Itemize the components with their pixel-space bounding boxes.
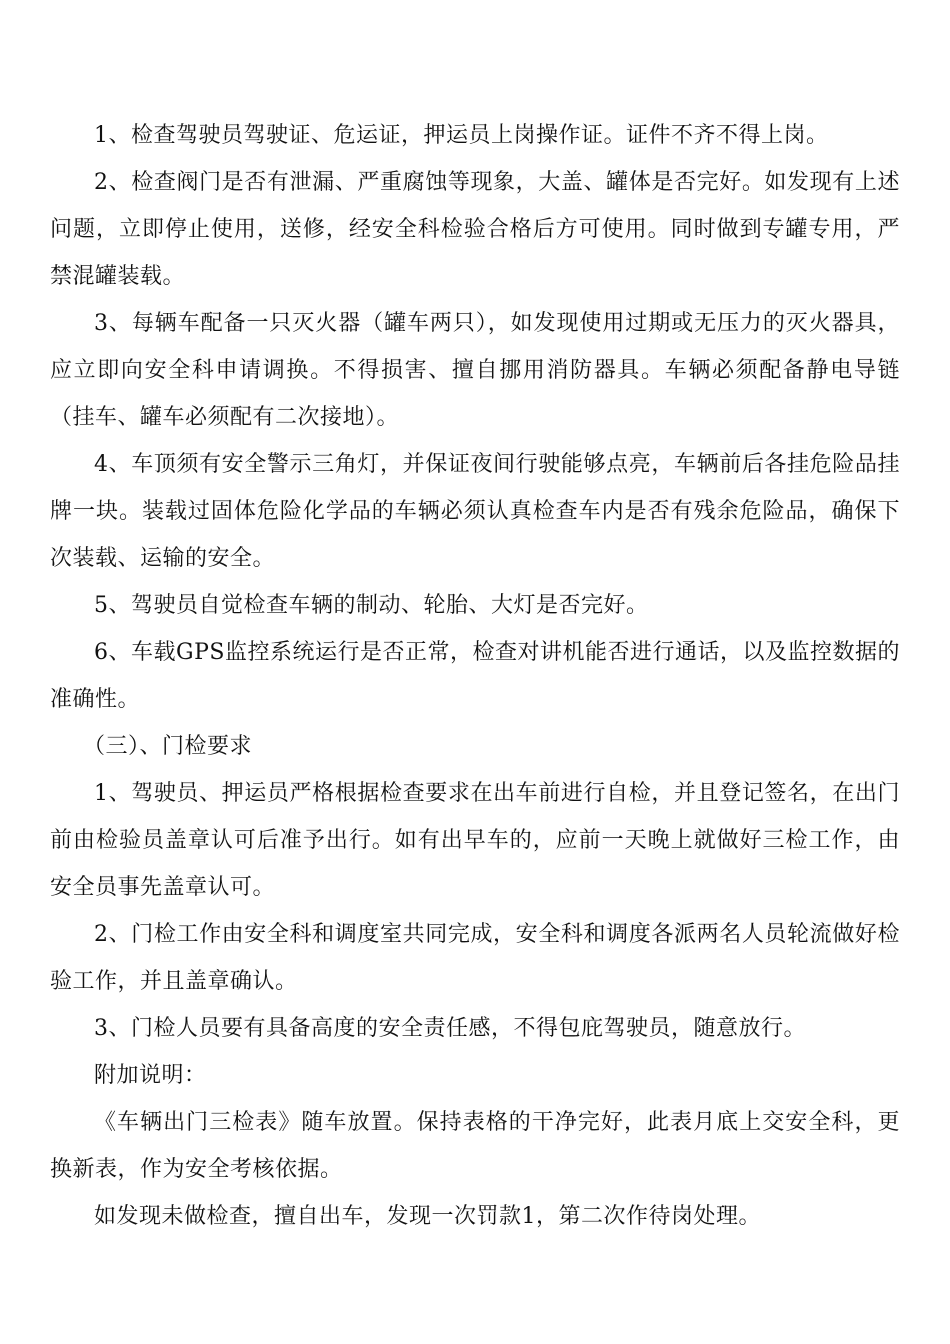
paragraph-check-licenses: 1、检查驾驶员驾驶证、危运证，押运员上岗操作证。证件不齐不得上岗。 <box>94 123 829 148</box>
paragraph-gate-responsibility: 3、门检人员要有具备高度的安全责任感，不得包庇驾驶员，随意放行。 <box>94 1016 806 1041</box>
paragraph-gate-check-staff: 2、门检工作由安全科和调度室共同完成，安全科和调度各派两名人员轮流做好检验工作，并且盖章确认。 <box>50 922 900 994</box>
paragraph-gate-self-check: 1、驾驶员、押运员严格根据检查要求在出车前进行自检，并且登记签名，在出门前由检验员盖章认可后准予出行。如有出早车的，应前一天晚上就做好三检工作，由安全员事先盖章认可。 <box>50 781 900 900</box>
paragraph-check-valves: 2、检查阀门是否有泄漏、严重腐蚀等现象，大盖、罐体是否完好。如发现有上述问题，立即停止使用，送修，经安全科检验合格后方可使用。同时做到专罐专用，严禁混罐装载。 <box>50 170 900 289</box>
paragraph-warning-light: 4、车顶须有安全警示三角灯，并保证夜间行驶能够点亮，车辆前后各挂危险品挂牌一块。装载过固体危险化学品的车辆必须认真检查车内是否有残余危险品，确保下次装载、运输的安全。 <box>50 452 900 571</box>
paragraph-fire-extinguisher: 3、每辆车配备一只灭火器（罐车两只），如发现使用过期或无压力的灭火器具，应立即向安全科申请调换。不得损害、擅自挪用消防器具。车辆必须配备静电导链（挂车、罐车必须配有二次接地）。 <box>50 311 900 430</box>
section-heading-gate-check: （三）、门检要求 <box>83 734 253 759</box>
document-page <box>50 112 900 1240</box>
paragraph-additional-notes-label: 附加说明： <box>94 1063 207 1088</box>
paragraph-gps-monitoring: 6、车载GPS监控系统运行是否正常，检查对讲机能否进行通话，以及监控数据的准确性。 <box>50 640 900 712</box>
paragraph-penalty: 如发现未做检查，擅自出车，发现一次罚款1，第二次作待岗处理。 <box>94 1204 761 1229</box>
paragraph-driver-self-check: 5、驾驶员自觉检查车辆的制动、轮胎、大灯是否完好。 <box>94 593 649 618</box>
paragraph-form-handling: 《车辆出门三检表》随车放置。保持表格的干净完好，此表月底上交安全科，更换新表，作为安全考核依据。 <box>50 1110 900 1182</box>
